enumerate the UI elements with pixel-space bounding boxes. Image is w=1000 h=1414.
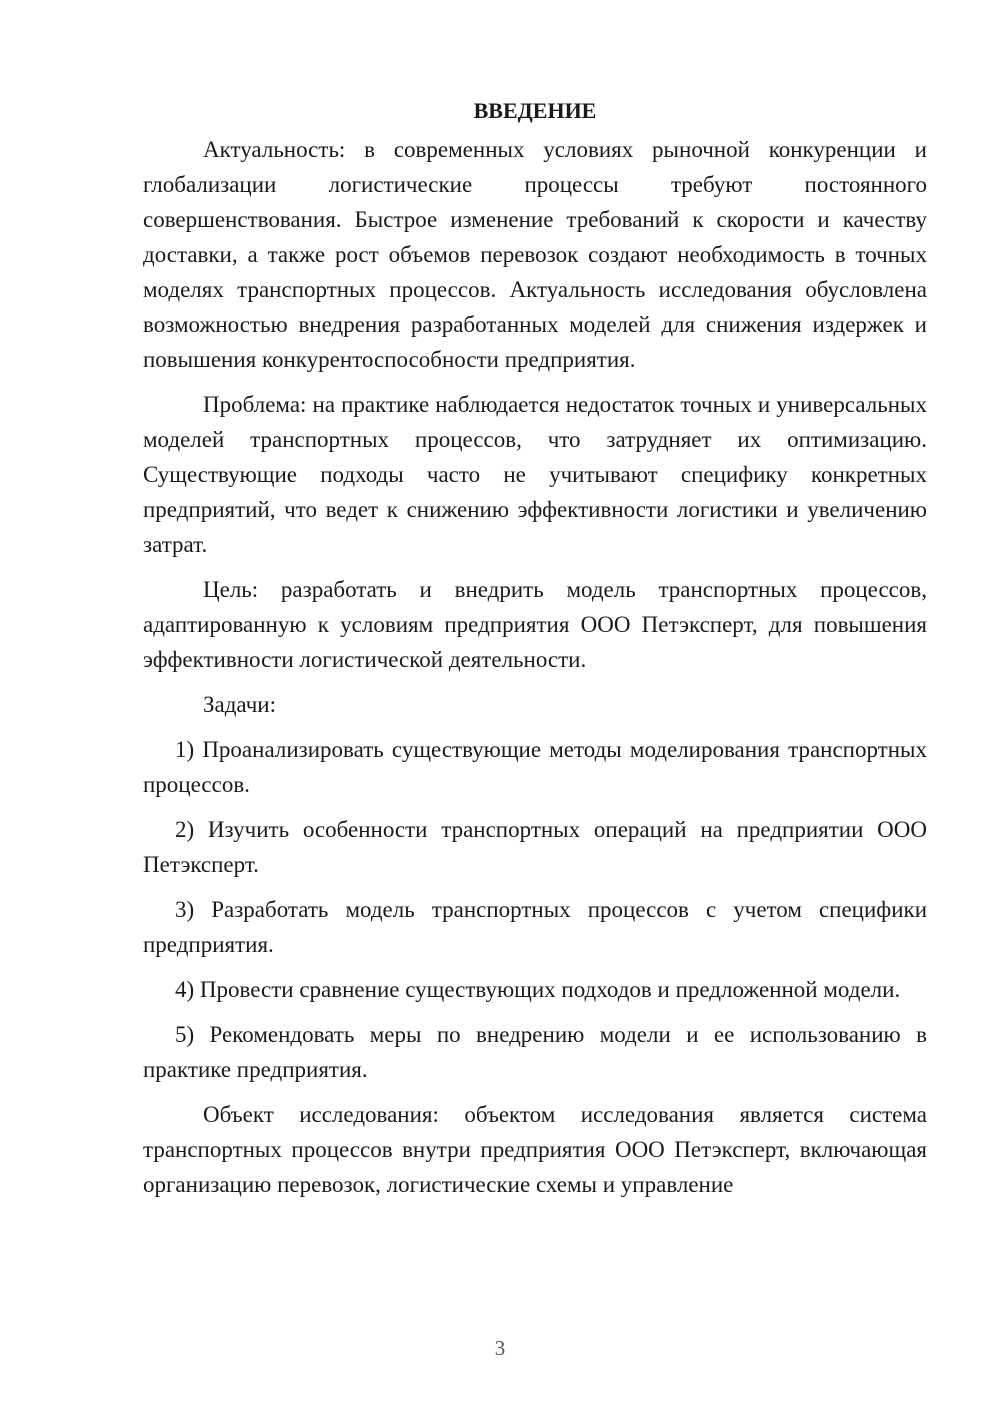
paragraph-problem: Проблема: на практике наблюдается недостаток точных и универсальных моделей транспортных процессов, что затрудняет их оптимизацию. Существующие подходы часто не учитывают специфику конкретных предприятий, что ведет к снижению эффективности логистики и увеличению затрат. [143,392,927,557]
task-item: 1) Проанализировать существующие методы моделирования транспортных процессов. [143,737,927,797]
page-number: 3 [494,1336,506,1360]
tasks-label: Задачи: [203,692,276,717]
paragraph-goal: Цель: разработать и внедрить модель транспортных процессов, адаптированную к условиям предприятия ООО Петэксперт, для повышения эффективности логистической деятельности. [143,577,927,672]
task-item: 2) Изучить особенности транспортных операций на предприятии ООО Петэксперт. [143,817,927,877]
task-item: 3) Разработать модель транспортных процессов с учетом специфики предприятия. [143,897,927,957]
task-item: 4) Провести сравнение существующих подходов и предложенной модели. [175,977,901,1002]
page-content [143,93,927,1202]
paragraph-relevance: Актуальность: в современных условиях рыночной конкуренции и глобализации логистические процессы требуют постоянного совершенствования. Быстрое изменение требований к скорости и качеству доставки, а также рост объемов перевозок создают необходимость в точных моделях транспортных процессов. Актуальность исследования обусловлена возможностью внедрения разработанных моделей для снижения издержек и повышения конкурентоспособности предприятия. [143,137,927,372]
paragraph-object: Объект исследования: объектом исследования является система транспортных процессов внутри предприятия ООО Петэксперт, включающая организацию перевозок, логистические схемы и управление [143,1102,927,1197]
task-item: 5) Рекомендовать меры по внедрению модели и ее использованию в практике предприятия. [143,1022,927,1082]
page-title: ВВЕДЕНИЕ [473,98,597,123]
